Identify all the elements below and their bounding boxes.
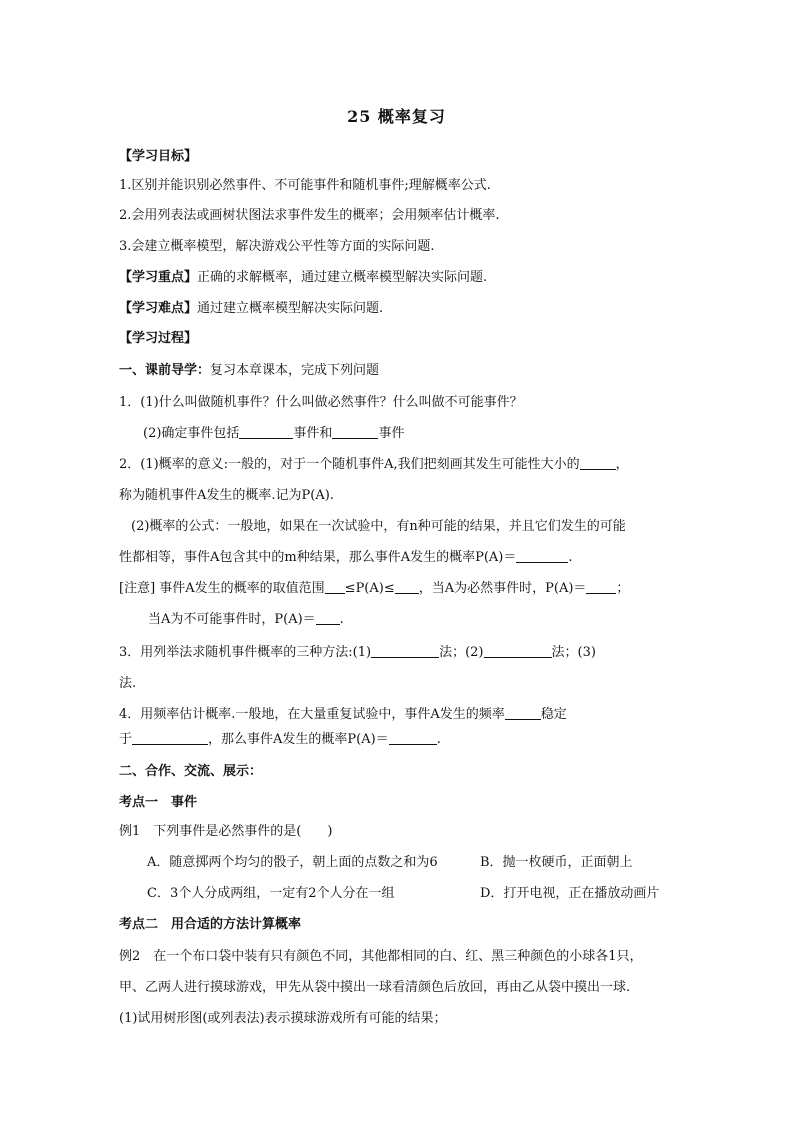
page-title: 25 概率复习 (347, 107, 446, 126)
key-point-2: 考点二 用合适的方法计算概率 (119, 917, 302, 932)
example-2-question-1: (1)试用树形图(或列表法)表示摸球游戏所有可能的结果； (119, 1011, 447, 1026)
difficulty-label: 【学习难点】 (119, 301, 198, 316)
note-line (119, 580, 629, 598)
question-2b-cont (119, 549, 573, 567)
question-3-cont: 法. (119, 676, 137, 691)
q4b-text-2: ，那么事件A发生的概率P(A)＝ (208, 732, 389, 747)
q2b-text-2: . (568, 550, 573, 565)
focus-line (119, 269, 487, 287)
example-1-option-c: C．3个人分成两组，一定有2个人分在一组 (147, 886, 395, 901)
focus-label: 【学习重点】 (119, 270, 198, 285)
q3-text-2: 法；(2) (439, 645, 484, 660)
note-text-3: ，当A为必然事件时，P(A)＝ (418, 581, 587, 596)
question-4 (119, 706, 567, 724)
goal-item-2: 2.会用列表法或画树状图法求事件发生的概率；会用频率估计概率. (119, 208, 500, 223)
note-text-2: ≤P(A)≤ (344, 581, 395, 596)
example-1-option-b: B．抛一枚硬币，正面朝上 (480, 855, 633, 870)
question-4-cont (119, 731, 441, 749)
goals-heading: 【学习目标】 (119, 149, 198, 164)
q2a-text-1: 2．(1)概率的意义:一般的，对于一个随机事件A,我们把刻画其发生可能性大小的 (119, 457, 580, 472)
answer-blank[interactable] (395, 580, 419, 594)
note-text-1: [注意] 事件A发生的概率的取值范围 (119, 581, 325, 596)
part2-heading: 二、合作、交流、展示： (119, 764, 263, 779)
answer-blank[interactable] (316, 611, 340, 625)
note-line-2 (148, 611, 344, 629)
note-text-4: ； (616, 581, 630, 596)
example-1: 例1 下列事件是必然事件的是( ) (119, 824, 333, 839)
q1b-text-1: (2)确定事件包括 (143, 426, 240, 441)
answer-blank[interactable] (132, 731, 208, 745)
answer-blank[interactable] (580, 456, 616, 470)
question-1b (143, 425, 404, 443)
difficulty-line (119, 300, 383, 318)
q2a-text-2: ， (615, 457, 629, 472)
answer-blank[interactable] (389, 731, 437, 745)
example-2: 例2 在一个布口袋中装有只有颜色不同，其他都相同的白、红、黑三种颜色的小球各1只， (119, 949, 643, 964)
answer-blank[interactable] (586, 580, 616, 594)
answer-blank[interactable] (505, 706, 541, 720)
question-2a (119, 456, 629, 474)
q4b-text-1: 于 (119, 732, 133, 747)
answer-blank[interactable] (371, 644, 439, 658)
process-heading: 【学习过程】 (119, 331, 198, 346)
example-1-option-d: D．打开电视，正在播放动画片 (480, 886, 660, 901)
q4-text-2: 稳定 (540, 707, 567, 722)
q1b-text-3: 事件 (378, 426, 405, 441)
example-1-option-a: A．随意掷两个均匀的骰子，朝上面的点数之和为6 (147, 855, 438, 870)
question-2b: (2)概率的公式：一般地，如果在一次试验中，有n种可能的结果，并且它们发生的可能 (131, 519, 626, 534)
focus-text: 正确的求解概率，通过建立概率模型解决实际问题. (197, 270, 488, 285)
q2b-text-1: 性都相等，事件A包含其中的m种结果，那么事件A发生的概率P(A)＝ (119, 550, 517, 565)
question-3 (119, 644, 596, 662)
q3-text-1: 3．用列举法求随机事件概率的三种方法:(1) (119, 645, 372, 660)
part1-heading-line (119, 362, 379, 380)
q1b-text-2: 事件和 (293, 426, 333, 441)
goal-item-1: 1.区别并能识别必然事件、不可能事件和随机事件;理解概率公式. (119, 178, 491, 193)
question-2a-cont: 称为随机事件A发生的概率.记为P(A). (119, 488, 334, 503)
question-1a: 1．(1)什么叫做随机事件？什么叫做必然事件？什么叫做不可能事件？ (119, 395, 523, 410)
goal-item-3: 3.会建立概率模型，解决游戏公平性等方面的实际问题. (119, 239, 435, 254)
example-2-cont: 甲、乙两人进行摸球游戏，甲先从袋中摸出一球看清颜色后放回，再由乙从袋中摸出一球. (119, 980, 631, 995)
part1-heading-text: 复习本章课本，完成下列问题 (210, 363, 380, 378)
note2-text-1: 当A为不可能事件时，P(A)＝ (148, 612, 316, 627)
answer-blank[interactable] (239, 425, 293, 439)
answer-blank[interactable] (516, 549, 568, 563)
key-point-1: 考点一 事件 (119, 795, 198, 810)
q3-text-3: 法；(3) (551, 645, 596, 660)
difficulty-text: 通过建立概率模型解决实际问题. (197, 301, 384, 316)
answer-blank[interactable] (332, 425, 378, 439)
part1-heading: 一、课前导学： (119, 363, 211, 378)
q4-text-1: 4．用频率估计概率.一般地，在大量重复试验中，事件A发生的频率 (119, 707, 505, 722)
q4b-text-3: . (436, 732, 441, 747)
answer-blank[interactable] (325, 580, 345, 594)
note2-text-2: . (339, 612, 344, 627)
answer-blank[interactable] (484, 644, 552, 658)
